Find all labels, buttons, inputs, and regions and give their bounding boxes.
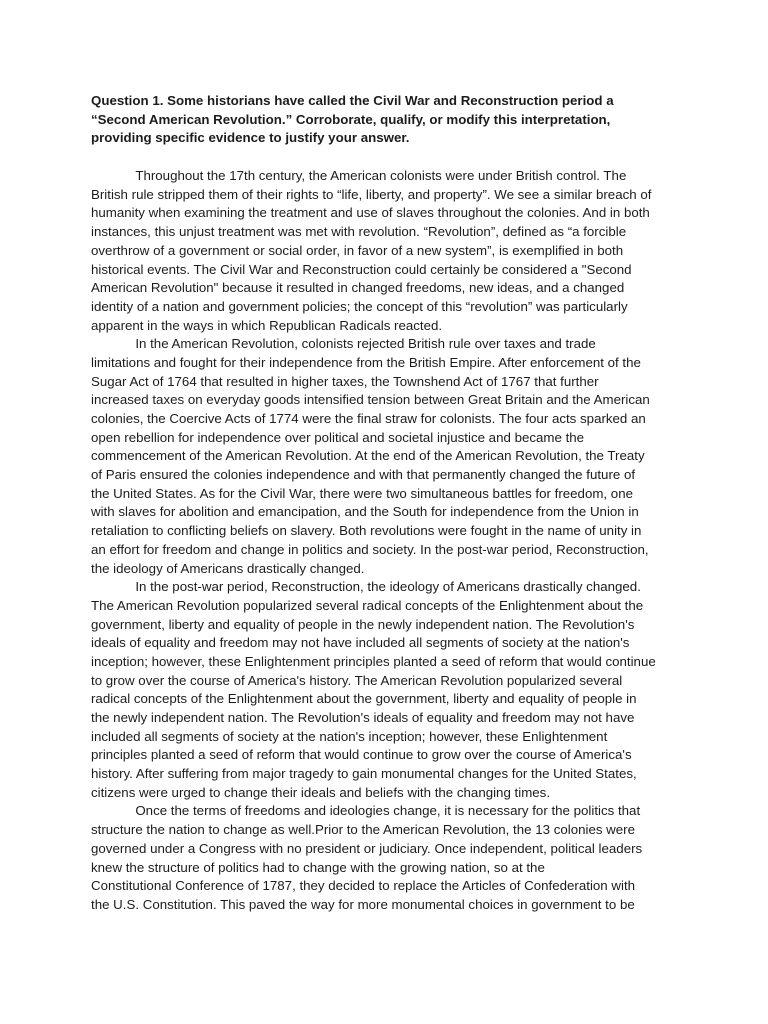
body-line: retaliation to conflicting beliefs on slavery. Both revolutions were fought in the name of unity in (91, 523, 642, 539)
body-line: commencement of the American Revolution. At the end of the American Revolution, the Treaty (91, 448, 645, 464)
body-line: humanity when examining the treatment and use of slaves throughout the colonies. And in both (91, 205, 650, 221)
essay-body (91, 167, 691, 915)
body-line: governed under a Congress with no president or judiciary. Once independent, political leaders (91, 840, 643, 856)
body-line: to grow over the course of America's history. The American Revolution popularized several (91, 672, 623, 688)
body-line: limitations and fought for their independence from the British Empire. After enforcement of the (91, 354, 641, 370)
body-line: the U.S. Constitution. This paved the way for more monumental choices in government to be (91, 896, 635, 912)
body-line: an effort for freedom and change in politics and society. In the post-war period, Reconstruction, (91, 541, 649, 557)
question-prompt (91, 92, 691, 148)
body-line: knew the structure of politics had to change with the growing nation, so at the (91, 859, 545, 875)
question-line: “Second American Revolution.” Corroborate, qualify, or modify this interpretation, (91, 111, 611, 127)
question-line: providing specific evidence to justify your answer. (91, 130, 410, 146)
body-line: structure the nation to change as well.Prior to the American Revolution, the 13 colonies were (91, 822, 635, 838)
body-line: apparent in the ways in which Republican Radicals reacted. (91, 317, 443, 333)
body-line: The American Revolution popularized several radical concepts of the Enlightenment about the (91, 597, 644, 613)
body-line: Throughout the 17th century, the American colonists were under British control. The (91, 168, 627, 184)
body-line: British rule stripped them of their rights to “life, liberty, and property”. We see a similar breach of (91, 186, 652, 202)
body-line: Once the terms of freedoms and ideologies change, it is necessary for the politics that (91, 803, 641, 819)
body-line: inception; however, these Enlightenment principles planted a seed of reform that would continue (91, 653, 656, 669)
body-line: the ideology of Americans drastically changed. (91, 560, 365, 576)
body-line: principles planted a seed of reform that would continue to grow over the course of America's (91, 747, 632, 763)
body-line: government, liberty and equality of people in the newly independent nation. The Revolution's (91, 616, 635, 632)
body-line: In the post-war period, Reconstruction, the ideology of Americans drastically changed. (91, 579, 641, 595)
body-line: Constitutional Conference of 1787, they decided to replace the Articles of Confederation with (91, 878, 636, 894)
document-page (91, 92, 691, 915)
question-line: Question 1. Some historians have called the Civil War and Reconstruction period a (91, 93, 614, 108)
body-line: citizens were urged to change their ideals and beliefs with the changing times. (91, 784, 551, 800)
body-line: included all segments of society at the nation's inception; however, these Enlightenment (91, 728, 608, 744)
body-line: ideals of equality and freedom may not have included all segments of society at the nation's (91, 635, 630, 651)
body-line: Sugar Act of 1764 that resulted in higher taxes, the Townshend Act of 1767 that further (91, 373, 599, 389)
body-line: overthrow of a government or social order, in favor of a new system”, is exemplified in both (91, 242, 624, 258)
body-line: history. After suffering from major tragedy to gain monumental changes for the United States, (91, 766, 637, 782)
body-line: radical concepts of the Enlightenment about the government, liberty and equality of people in (91, 691, 637, 707)
body-line: the United States. As for the Civil War, there were two simultaneous battles for freedom, one (91, 485, 633, 501)
body-line: of Paris ensured the colonies independence and with that permanently changed the future of (91, 467, 636, 483)
body-line: historical events. The Civil War and Reconstruction could certainly be considered a "Second (91, 261, 632, 277)
body-line: identity of a nation and government policies; the concept of this “revolution” was particularly (91, 298, 628, 314)
body-line: the newly independent nation. The Revolution's ideals of equality and freedom may not have (91, 710, 635, 725)
body-line: open rebellion for independence over political and societal injustice and became the (91, 429, 585, 445)
body-line: instances, this unjust treatment was met with revolution. “Revolution”, defined as “a forcible (91, 224, 627, 240)
body-line: with slaves for abolition and emancipation, and the South for independence from the Union in (91, 504, 639, 520)
body-line: colonies, the Coercive Acts of 1774 were the final straw for colonists. The four acts sparked an (91, 411, 646, 426)
body-line: In the American Revolution, colonists rejected British rule over taxes and trade (91, 336, 596, 352)
body-line: American Revolution" because it resulted in changed freedoms, new ideas, and a changed (91, 280, 625, 296)
body-line: increased taxes on everyday goods intensified tension between Great Britain and the American (91, 392, 650, 408)
